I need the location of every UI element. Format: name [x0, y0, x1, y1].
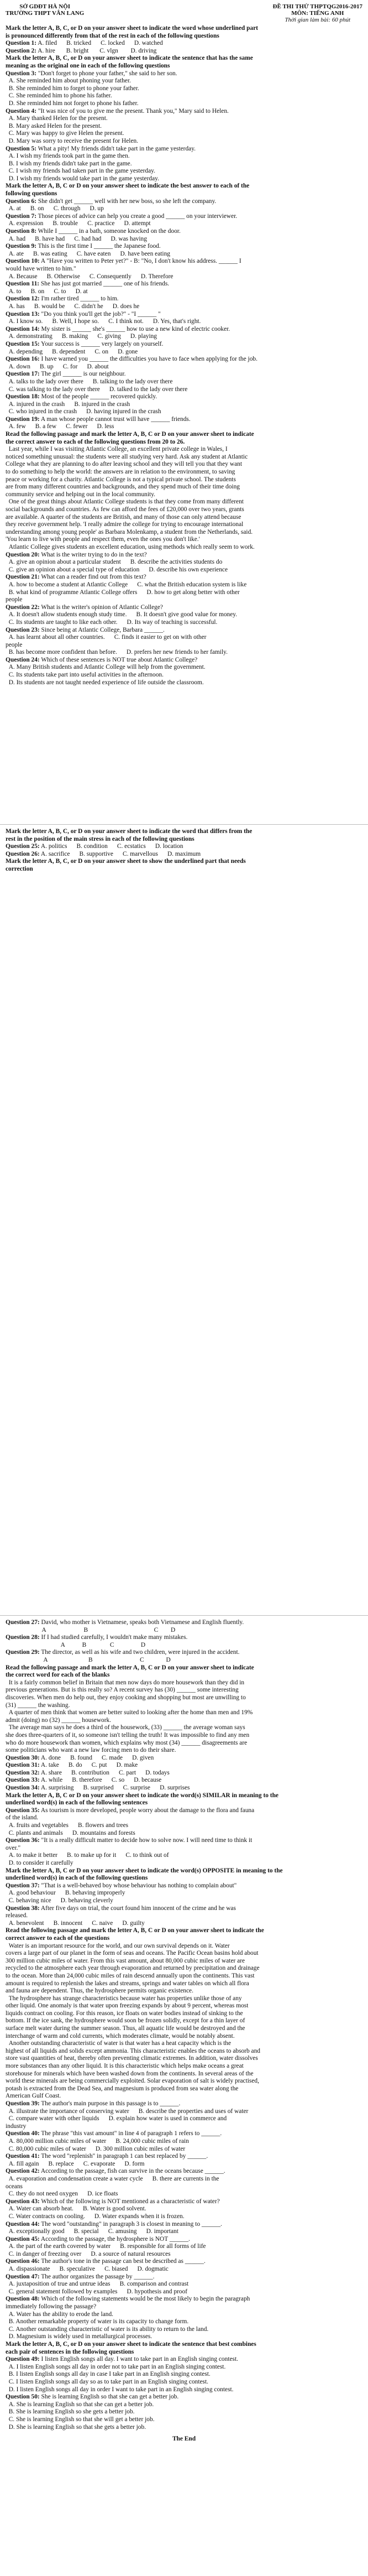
- exam-title: ĐỀ THI THỬ THPTQG2016-2017: [272, 3, 362, 10]
- text-line: Question 29: The director, as well as his wife and two children, were injured in the accident.: [6, 1649, 240, 1656]
- text-line: A. talks to the lady over there B. talking to the lady over there: [6, 378, 173, 385]
- text-line: Question 19: A man whose people cannot trust will have ______ friends.: [6, 415, 191, 423]
- text-line: C. I wish my friends had taken part in the game yesterday.: [6, 168, 155, 175]
- text-line: D. She is learning English so that she gets a better job.: [6, 2423, 146, 2431]
- text-line: A. Water can absorb heat. B. Water is good solvent.: [6, 2205, 146, 2213]
- text-line: people: [6, 641, 23, 648]
- subject-name: MÔN: TIẾNG ANH: [291, 10, 344, 17]
- text-line: and fauna are dependent. Thus, the hydrosphere permits organic existence.: [6, 1987, 193, 1995]
- text-line: A. I know so. B. Well, I hope so. C. I think not. D. Yes, that's right.: [6, 318, 201, 325]
- text-line: C. I listen English songs all day so as to take part in an English singing contest.: [6, 2378, 208, 2385]
- text-line: community service and helping out in the local community.: [6, 491, 155, 498]
- department-name: SỞ GDĐT HÀ NỘI: [19, 3, 71, 10]
- text-line: some politicians who want a new law forcing men to do their share.: [6, 1747, 176, 1754]
- text-line: Question 8: While I ______ in a bath, someone knocked on the door.: [6, 228, 181, 235]
- text-line: Question 32: A. share B. contribution C. part D. todays: [6, 1769, 170, 1776]
- text-line: 300 million cubic miles of water. From this vast amount, about 80,000 cubic miles of water are: [6, 1957, 245, 1964]
- text-line: bottom. If the ice sank, the hydrosphere would soon be frozen solidly, except for a thin layer of: [6, 2017, 245, 2025]
- text-line: D. Mary was sorry to receive the present for Helen.: [6, 137, 139, 144]
- text-line: Mark the letter A, B, C or D on your answer sheet to indicate the word(s) OPPOSITE in meaning to the: [6, 1867, 283, 1874]
- text-line: Question 25: A. politics B. condition C. ecstatics D. location: [6, 843, 183, 850]
- text-line: noticed something unusual: the students were all studying very hard. Ask any student at Atlantic: [6, 453, 248, 460]
- text-line: Question 11: She has just got married ______ one of his friends.: [6, 280, 170, 288]
- text-line: storehouse for minerals which have been washed down from the continents. In several areas of the: [6, 2070, 254, 2077]
- text-line: Question 46: The author's tone in the passage can best be described as ______.: [6, 2258, 206, 2265]
- text-line: Question 23: Since being at Atlantic College, Barbara ______.: [6, 626, 165, 633]
- text-line: A. 80,000 million cubic miles of water B. 24,000 cubic miles of rain: [6, 2137, 189, 2145]
- text-line: Question 6: She didn't get ______ well with her new boss, so she left the company.: [6, 197, 217, 205]
- text-line: she does three-quarters of it, so someone isn't telling the truth! It was impossible to find any men: [6, 1731, 250, 1739]
- text-line: released.: [6, 1912, 28, 1919]
- page-1-body: [6, 25, 362, 686]
- text-line: A. evaporation and condensation create a water cycle B. there are currents in the: [6, 2175, 219, 2182]
- text-line: A. has learnt about all other countries. C. finds it easier to get on with other: [6, 634, 207, 641]
- page-2: [0, 824, 368, 1612]
- text-line: Read the following passage and mark the letter A, B, C or D on your answer sheet to indicate: [6, 1664, 254, 1671]
- text-line: A. injured in the crash B. injured in the crash: [6, 400, 130, 408]
- text-line: Mark the letter A, B, C or D on your answer sheet to indicate the best answer to each of the: [6, 183, 250, 190]
- text-line: B. She reminded him to forget to phone your father.: [6, 85, 139, 92]
- text-line: Question 28: If I had studied carefully, I wouldn't make many mistakes.: [6, 1634, 188, 1641]
- text-line: American Gulf Coast.: [6, 2093, 61, 2100]
- text-line: B. has become more confident than before. D. prefers her new friends to her family.: [6, 649, 228, 656]
- text-line: amount is required to replenish the lakes and streams, springs and water tables on which all flora: [6, 1980, 249, 1987]
- text-line: A. Because B. Otherwise C. Consequently D. Therefore: [6, 273, 174, 280]
- text-line: social backgrounds and countries. As few can afford the fees of £20,000 over two years, grants: [6, 506, 244, 513]
- text-line: C. Its students are taught to like each other. D. Its way of teaching is successful.: [6, 618, 218, 626]
- text-line: Question 41: The word "replenish" in paragraph 1 can best replaced by ______.: [6, 2153, 208, 2160]
- text-line: admit (doing) no (32) ______ housework.: [6, 1716, 112, 1724]
- text-line: Question 37: "That is a well-behaved boy whose behaviour has nothing to complain about": [6, 1882, 237, 1889]
- text-line: Question 38: After five days on trial, the court found him innocent of the crime and he was: [6, 1904, 236, 1912]
- text-line: College what they are planning to do after leaving school and they will tell you that they want: [6, 461, 242, 468]
- text-line: Question 5: What a pity! My friends didn't take part in the game yesterday.: [6, 145, 196, 152]
- exam-header: [6, 3, 362, 23]
- text-line: Question 50: She is learning English so that she can get a better job.: [6, 2393, 179, 2401]
- page-2-body: [6, 828, 362, 873]
- text-line: Question 17: The girl ______ is our neighbour.: [6, 371, 126, 378]
- text-line: world these minerals are being commercially exploited. Solar evaporation of salt is widely practised,: [6, 2078, 259, 2085]
- text-line: Question 39: The author's main purpose in this passage is to ______.: [6, 2100, 181, 2107]
- text-line: potash is extracted from the Dead Sea, and magnesium is produced from sea water along the: [6, 2085, 239, 2092]
- text-line: A. has B. would be C. didn't he D. does he: [6, 303, 140, 310]
- text-line: A. good behaviour B. behaving improperly: [6, 1890, 125, 1897]
- text-line: A. the part of the earth covered by water B. responsible for all forms of life: [6, 2243, 206, 2250]
- text-line: store vast quantities of heat, thereby often preventing climatic extremes. In addition, water dissolves: [6, 2055, 258, 2062]
- text-line: D. She reminded him not forget to phone his father.: [6, 100, 139, 107]
- text-line: Question 10: A "Have you written to Peter yet?" - B: "No, I don't know his address. ______ I: [6, 258, 241, 265]
- text-line: C. Its students take part into useful activities in the afternoon.: [6, 672, 164, 679]
- text-line: A. She reminded him about phoning your father.: [6, 77, 131, 85]
- text-line: the correct answer to each of the following questions from 20 to 26.: [6, 438, 185, 445]
- text-line: Question 7: Those pieces of advice can help you create a good ______ on your interviewer.: [6, 212, 238, 220]
- text-line: would have written to him.": [6, 266, 76, 272]
- text-line: Question 33: A. while B. therefore C. so D. because: [6, 1777, 162, 1784]
- text-line: of the island.: [6, 1814, 39, 1822]
- text-line: D. to consider it carefully: [6, 1860, 73, 1866]
- the-end: The End: [172, 2436, 196, 2443]
- text-line: Question 1: A. filed B. tricked C. locked D. watched: [6, 40, 163, 47]
- text-line: C. who injured in the crash D. having injured in the crash: [6, 408, 161, 415]
- text-line: Question 9: This is the first time I ______ the Japanese food.: [6, 243, 161, 250]
- text-line: Another outstanding characteristic of water is that water has a heat capacity which is the: [6, 2040, 232, 2047]
- text-line: A. Water has the ability to erode the land.: [6, 2310, 113, 2318]
- text-line: C. Another outstanding characteristic of water is its ability to return to the land.: [6, 2325, 209, 2333]
- text-line: A. I listen English songs all day in order not to take part in an English singing contest.: [6, 2363, 226, 2370]
- text-line: over.": [6, 1844, 21, 1851]
- text-line: liquids contract on cooling. For this reason, ice floats on water bodies instead of sinking to the: [6, 2010, 243, 2017]
- text-line: C. 80,000 cubic miles of water D. 300 million cubic miles of water: [6, 2145, 186, 2152]
- time-limit: Thời gian làm bài: 60 phút: [285, 17, 351, 23]
- text-line: A. to B. on C. to D. at: [6, 288, 88, 295]
- text-line: are from many different countries and backgrounds, and they spend much of their time doing: [6, 483, 240, 491]
- text-line: A. few B. a few C. fewer D. less: [6, 423, 114, 430]
- text-line: Question 31: A. take B. do C. put D. make: [6, 1762, 138, 1769]
- text-line: is pronounced differently from that of the rest in each of the following questions: [6, 32, 219, 39]
- text-line: more substances than any other liquid. It is this characteristic which helps make oceans a great: [6, 2063, 244, 2070]
- text-line: are available. A quarter of the students are British, and many of those can only attend because: [6, 513, 241, 521]
- text-line: (31) ______ the washing.: [6, 1701, 70, 1709]
- text-line: C. they do not need oxygen D. ice floats: [6, 2190, 118, 2198]
- text-line: A. fill again B. replace C. evaporate D. form: [6, 2160, 145, 2167]
- text-line: oceans: [6, 2183, 23, 2190]
- text-line: understanding among young people' as Barbara Molenkamp, a student from the Netherlands, said.: [6, 528, 253, 535]
- text-line: D. Its students are not taught needed experience of life outside the classroom.: [6, 679, 204, 686]
- text-line: Question 49: I listen English songs all day. I want to take part in an English singing contest.: [6, 2356, 238, 2363]
- page-3-body: [6, 1619, 362, 2431]
- text-line: C. plants and animals D. mountains and forests: [6, 1829, 135, 1836]
- text-line: C. compare water with other liquids D. explain how water is used in commerce and: [6, 2115, 227, 2122]
- text-line: Question 44: The word "outstanding" in paragraph 3 is closest in meaning to ______.: [6, 2220, 222, 2228]
- text-line: A. how to become a student at Atlantic College C. what the British education system is like: [6, 581, 247, 588]
- text-line: A. She is learning English so that she can get a better job.: [6, 2401, 154, 2408]
- text-line: immediately following the passage?: [6, 2303, 97, 2310]
- text-line: A. expression B. trouble C. practice D. attempt: [6, 220, 151, 227]
- text-line: The hydrosphere has strange characteristics because water has properties unlike those of any: [6, 1995, 242, 2002]
- text-line: Read the following passage and mark the letter A, B, C or D on your answer sheet to indicate: [6, 431, 254, 438]
- text-line: Question 48: Which of the following statements would be the most likely to begin the paragraph: [6, 2296, 250, 2303]
- text-line: D. Magnesium is widely used in metallurgical processes.: [6, 2333, 153, 2340]
- text-line: A. ate B. was eating C. have eaten D. have been eating: [6, 250, 170, 257]
- text-line: 'You learn to live with people and respect them, even the ones you don't like.': [6, 536, 200, 543]
- text-line: correction: [6, 865, 33, 872]
- text-line: Read the following passage and mark the letter A, B, C or D on your answer sheet to indicate the: [6, 1927, 264, 1934]
- text-line: B. Mary asked Helen for the present.: [6, 122, 102, 129]
- text-line: A. It doesn't allow students enough study time. B. It doesn't give good value for money.: [6, 611, 238, 618]
- text-line: C. was talking to the lady over there D. talked to the lady over there: [6, 386, 188, 393]
- text-line: A B C D: [6, 1641, 146, 1648]
- text-line: Mark the letter A, B, C, or D on your answer sheet to show the underlined part that needs: [6, 858, 246, 865]
- text-line: discoveries. When men do help out, they enjoy cooking and shopping but most are unwilling to: [6, 1694, 246, 1701]
- text-line: B. I listen English songs all day in case I take part in an English singing contest.: [6, 2371, 211, 2378]
- text-line: Question 42: According to the passage, fish can survive in the oceans because ______.: [6, 2168, 225, 2175]
- text-line: following questions: [6, 190, 57, 197]
- text-line: A. exceptionally good B. special C. amusing D. important: [6, 2228, 178, 2235]
- text-line: Question 47: The author organizes the passage by ______.: [6, 2273, 155, 2280]
- text-line: A. depending B. dependent C. on D. gone: [6, 348, 138, 355]
- text-line: C. behaving nice D. behaving cleverly: [6, 1897, 113, 1904]
- text-line: Question 35: As tourism is more developed, people worry about the damage to the flora and fauna: [6, 1807, 255, 1814]
- text-line: Question 45: According to the passage, the hydrosphere is NOT ______.: [6, 2235, 190, 2242]
- text-line: C. Water contracts on cooling. D. Water expands when it is frozen.: [6, 2213, 185, 2220]
- text-line: surface melt water during the summer season. Thus, all aquatic life would be destroyed and the: [6, 2025, 245, 2032]
- text-line: It is a fairly common belief in Britain that men now days do more housework than they did in: [6, 1679, 245, 1686]
- text-line: meaning as the original one in each of the following questions: [6, 62, 170, 69]
- text-line: Water is an important resource for the world, and our own survival depends on it. Water: [6, 1942, 230, 1949]
- text-line: Question 16: I have warned you ______ the difficulties you have to face when applying for the job.: [6, 356, 257, 363]
- text-line: A B C D: [6, 1626, 176, 1633]
- text-line: Mark the letter A, B, C or D on your answer sheet to indicate the word(s) SIMILAR in meaning to the: [6, 1792, 278, 1799]
- text-line: C. Mary was happy to give Helen the present.: [6, 130, 124, 137]
- text-line: The average man says he does a third of the housework, (33) ______ the average woman says: [6, 1724, 245, 1731]
- text-line: One of the great things about Atlantic College students is that they come from many different: [6, 498, 244, 506]
- text-line: Question 27: David, who mother is Vietnamese, speaks both Vietnamese and English fluently.: [6, 1619, 244, 1626]
- text-line: Mark the letter A, B, C, or D on your answer sheet to indicate the word that differs from the: [6, 828, 253, 835]
- text-line: D. I wish my friends would take part in the game yesterday.: [6, 175, 159, 182]
- text-line: underlined word(s) in each of the following questions: [6, 1875, 148, 1882]
- text-line: previous generations. But is this really so? A recent survey has (30) ______ some interesting: [6, 1687, 239, 1694]
- text-line: Question 3: "Don't forget to phone your father," she said to her son.: [6, 70, 177, 77]
- text-line: underlined word(s) in each of the following sentences: [6, 1799, 148, 1807]
- text-line: Question 36: "It is a really difficult matter to decide how to solve now. I will need time to think it: [6, 1837, 253, 1844]
- text-line: A. to make it better B. to make up for it C. to think out of: [6, 1852, 169, 1859]
- text-line: Last year, while I was visiting Atlantic College, an excellent private college in Wales, I: [6, 446, 228, 453]
- text-line: Mark the letter A, B, C, or D on your answer sheet to indicate the sentence that has the same: [6, 55, 253, 62]
- text-line: A. dispassionate B. speculative C. biased D. dogmatic: [6, 2266, 169, 2273]
- text-line: A. Mary thanked Helen for the present.: [6, 115, 108, 122]
- text-line: they receive government help. 'I really admire the college for trying to encourage international: [6, 521, 244, 528]
- text-line: Question 34: A. surprising B. surprised C. surprise D. surprises: [6, 1784, 190, 1792]
- text-line: Mark the letter A, B, C, or D on your answer sheet to indicate the word whose underlined part: [6, 25, 258, 32]
- text-line: Question 18: Most of the people ______ recovered quickly.: [6, 393, 157, 400]
- text-line: C. general statement followed by examples D. hypothesis and proof: [6, 2288, 187, 2295]
- text-line: A. Many British students and Atlantic College will help from the government.: [6, 664, 206, 671]
- text-line: B. She is learning English so she gets a better job.: [6, 2408, 135, 2416]
- text-line: rest in the position of the main stress in each of the following questions: [6, 835, 194, 842]
- text-line: A B C D: [6, 1656, 171, 1663]
- text-line: people: [6, 596, 23, 603]
- text-line: C. She is learning English so that she will get a better job.: [6, 2416, 155, 2423]
- text-line: to the ocean. More than 24,000 cubic miles of rain descend annually upon the continents. This vast: [6, 1972, 255, 1979]
- text-line: B. what kind of programme Atlantic College offers D. how to get along better with other: [6, 589, 240, 596]
- text-line: C. in danger of freezing over D. a source of natural resources: [6, 2250, 171, 2257]
- school-name: TRƯỜNG THPT VÂN LANG: [6, 10, 85, 17]
- text-line: Question 14: My sister is ______ she's ______ how to use a new kind of electric cooker.: [6, 325, 230, 332]
- text-line: Question 2: A. hire B. bright C. vlgn D. driving: [6, 47, 157, 54]
- text-line: Question 30: A. done B. found C. made D. given: [6, 1754, 154, 1761]
- text-line: Question 15: Your success is ______ very largely on yourself.: [6, 340, 164, 347]
- text-line: A. fruits and vegetables B. flowers and trees: [6, 1822, 129, 1829]
- text-line: correct answer to each of the questions: [6, 1934, 110, 1942]
- text-line: B. Another remarkable property of water is its capacity to change form.: [6, 2318, 189, 2325]
- text-line: each pair of sentences in the following questions: [6, 2348, 134, 2355]
- text-line: Question 26: A. sacrifice B. supportive C. marvellous D. maximum: [6, 850, 201, 857]
- text-line: Question 40: The phrase "this vast amount" in line 4 of paragraph 1 refers to ______.: [6, 2130, 222, 2137]
- text-line: who do more housework than women, which explains why most (34) ______ disagreements are: [6, 1739, 248, 1746]
- text-line: A. demonstrating B. making C. giving D. playing: [6, 333, 157, 340]
- text-line: D. I listen English songs all day in order I want to take part in an English singing contest.: [6, 2386, 234, 2393]
- text-line: Mark the letter A, B, C, or D on your answer sheet to indicate the sentence that best combines: [6, 2341, 256, 2348]
- text-line: Question 13: "Do you think you'll get the job?" - "I ______ ": [6, 310, 161, 318]
- text-line: industry: [6, 2122, 27, 2130]
- text-line: the correct word for each of the blanks: [6, 1672, 110, 1679]
- text-line: Question 20: What is the writer trying to do in the text?: [6, 551, 147, 558]
- text-line: Question 22: What is the writer's opinion of Atlantic College?: [6, 603, 163, 611]
- text-line: A. at B. on C. through D. up: [6, 205, 104, 212]
- text-line: A. illustrate the importance of conserving water B. describe the properties and uses of water: [6, 2107, 249, 2115]
- text-line: A. benevolent B. innocent C. naive D. guilty: [6, 1919, 145, 1927]
- text-line: Question 43: Which of the following is NOT mentioned as a characteristic of water?: [6, 2198, 220, 2205]
- text-line: peace or working for a charity. Atlantic College is not a typical private school. The students: [6, 476, 236, 483]
- text-line: other liquid. One anomaly is that water upon freezing expands by about 9 percent, whereas most: [6, 2002, 249, 2010]
- page-3: [0, 1615, 368, 2576]
- text-line: Question 24: Which of these sentences is NOT true about Atlantic College?: [6, 656, 198, 663]
- text-line: A. had B. have had C. had had D. was having: [6, 235, 147, 242]
- text-line: Question 12: I'm rather tired ______ to him.: [6, 295, 119, 303]
- text-line: Question 21: What can a reader find out from this text?: [6, 574, 146, 581]
- text-line: A. I wish my friends took part in the game then.: [6, 153, 130, 160]
- text-line: B. I wish my friends didn't take part in the game.: [6, 160, 132, 167]
- text-line: C. give an opinion about a special type of education D. describe his own experience: [6, 566, 228, 573]
- text-line: C. She reminded him to phone his father.: [6, 92, 112, 100]
- text-line: interchange of warm and cold currents, which moderates climate, would be notably absent.: [6, 2032, 235, 2039]
- text-line: highest of all liquids and solids except ammonia. This characteristic enables the oceans to absorb and: [6, 2047, 260, 2054]
- text-line: Atlantic College gives students an excellent education, using methods which really seem to work.: [6, 543, 255, 550]
- text-line: to do something to help the world: the answers are in relation to the environment, to saving: [6, 469, 235, 476]
- text-line: A quarter of men think that women are better suited to looking after the home than men and 19%: [6, 1709, 253, 1716]
- text-line: A. down B. up C. for D. about: [6, 363, 109, 370]
- text-line: recycled to the atmosphere each year through evaporation and returned by precipitation and drainage: [6, 1965, 260, 1972]
- page-1: [0, 0, 368, 821]
- text-line: A. give an opinion about a particular student B. describe the activities students do: [6, 559, 223, 566]
- text-line: Question 4: "It was nice of you to give me the present. Thank you," Mary said to Helen.: [6, 107, 229, 115]
- text-line: covers a large part of our planet in the form of seas and oceans. The Pacific Ocean basins hold about: [6, 1950, 259, 1957]
- text-line: A. juxtaposition of true and untrue ideas B. comparison and contrast: [6, 2281, 189, 2288]
